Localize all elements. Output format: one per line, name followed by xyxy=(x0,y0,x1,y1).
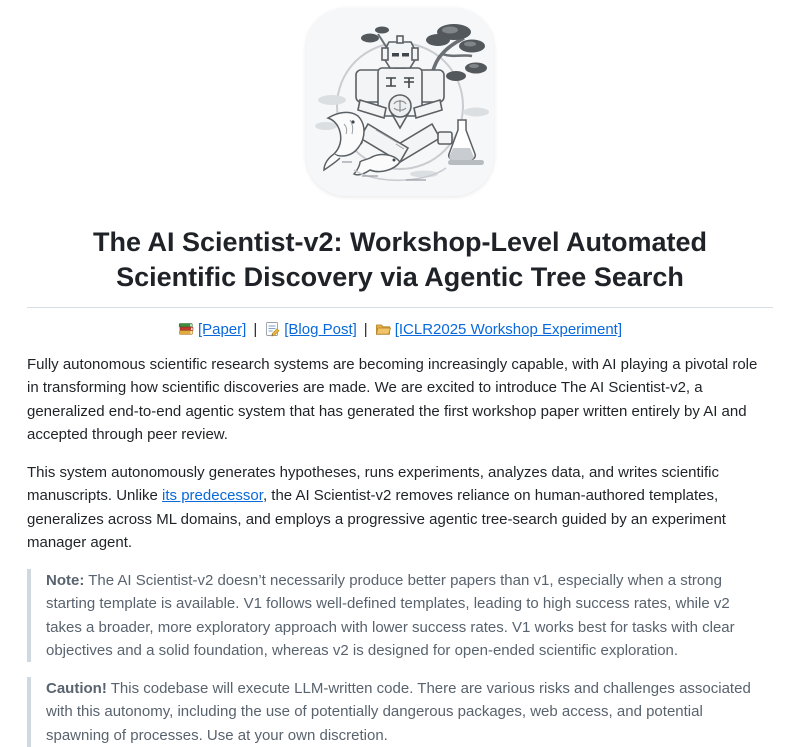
page-title: The AI Scientist-v2: Workshop-Level Automated Scientific Discovery via Agentic Tree Search xyxy=(92,227,708,293)
folder-icon-svg xyxy=(375,321,391,337)
folder-icon xyxy=(375,321,391,338)
books-icon xyxy=(178,321,194,338)
blog-post-link[interactable]: [Blog Post] xyxy=(284,321,357,339)
memo-icon xyxy=(264,321,280,338)
books-icon-svg xyxy=(178,321,194,337)
links-row xyxy=(27,321,773,338)
link-separator: | xyxy=(363,321,368,339)
system-text-after: , the AI Scientist-v2 removes reliance on human-authored templates, generalizes across ML domains, and employs a progressive agentic tree-search guided by an experiment manager agent. xyxy=(27,487,726,551)
caution-text: This codebase will execute LLM-written code. There are various risks and challenges associated with this autonomy, including the use of potentially dangerous packages, web access, and potential spawning of processes. Use at your own discretion. xyxy=(46,680,751,744)
caution-label: Caution! xyxy=(46,680,107,698)
note-text: The AI Scientist-v2 doesn’t necessarily produce better papers than v1, especially when a strong starting template is available. V1 follows well-defined templates, leading to high success rates, while v2 takes a broader, more exploratory approach with lower success rates. V1 works best for tasks with clear objectives and a solid foundation, whereas v2 is designed for open-ended scientific exploration. xyxy=(46,572,735,659)
logo-container xyxy=(27,8,773,201)
paper-link[interactable]: [Paper] xyxy=(197,321,247,339)
intro-paragraph xyxy=(27,353,773,446)
system-text-before: This system autonomously generates hypotheses, runs experiments, analyzes data, and writes scientific manuscripts. Unlike xyxy=(27,464,720,505)
caution-paragraph xyxy=(46,677,758,747)
ai-scientist-logo-card xyxy=(306,8,494,196)
title-block xyxy=(27,225,773,308)
intro-text: Fully autonomous scientific research systems are becoming increasingly capable, with AI playing a pivotal role in transforming how scientific discoveries are made. We are excited to introduce The AI Scientist-v2, a generalized end-to-end agentic system that has generated the first workshop paper written entirely by AI and accepted through peer review. xyxy=(27,356,758,443)
iclr-experiment-link[interactable]: [ICLR2025 Workshop Experiment] xyxy=(394,321,623,339)
link-separator: | xyxy=(253,321,258,339)
meditating-robot-illustration xyxy=(306,8,494,196)
note-paragraph xyxy=(46,569,758,662)
predecessor-link[interactable]: its predecessor xyxy=(162,487,263,505)
note-label: Note: xyxy=(46,572,85,590)
system-paragraph xyxy=(27,461,773,554)
caution-blockquote xyxy=(27,677,773,747)
note-blockquote xyxy=(27,569,773,662)
memo-icon-svg xyxy=(264,321,280,337)
